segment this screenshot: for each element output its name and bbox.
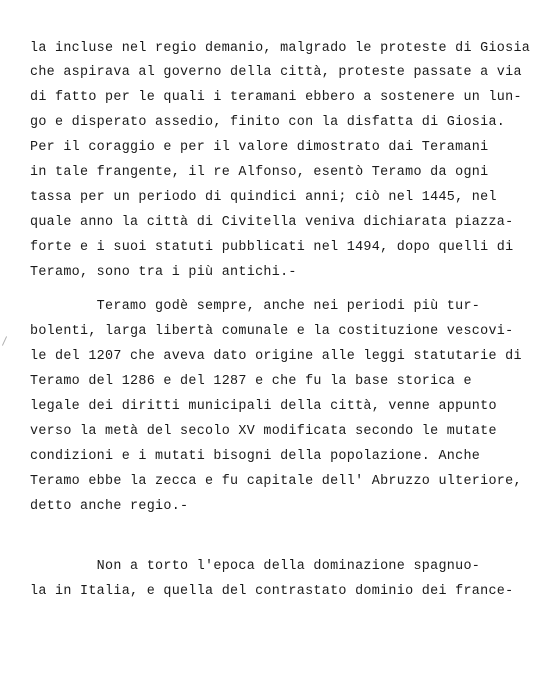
text-line: Teramo ebbe la zecca e fu capitale dell' Abruzzo ulteriore, [30,474,522,489]
text-line: go e disperato assedio, finito con la disfatta di Giosia. [30,115,506,130]
text-line: quale anno la città di Civitella veniva dichiarata piazza- [30,215,514,230]
text-line: tassa per un periodo di quindici anni; ciò nel 1445, nel [30,190,497,205]
text-line: le del 1207 che aveva dato origine alle leggi statutarie di [30,349,522,364]
text-line: che aspirava al governo della città, proteste passate a via [30,65,522,80]
text-line: di fatto per le quali i teramani ebbero a sostenere un lun- [30,90,522,105]
text-line: Non a torto l'epoca della dominazione spagnuo- [30,559,481,574]
text-line: detto anche regio.- [30,499,189,514]
margin-mark [2,336,7,345]
text-line: condizioni e i mutati bisogni della popolazione. Anche [30,449,481,464]
text-line: Teramo, sono tra i più antichi.- [30,265,297,280]
text-line: bolenti, larga libertà comunale e la costituzione vescovi- [30,324,514,339]
text-line: la incluse nel regio demanio, malgrado le proteste di Giosia [30,41,531,56]
text-line: in tale frangente, il re Alfonso, esentò Teramo da ogni [30,165,489,180]
text-line: Teramo del 1286 e del 1287 e che fu la base storica e [30,374,472,389]
text-line: Teramo godè sempre, anche nei periodi più tur- [30,299,481,314]
text-line: la in Italia, e quella del contrastato dominio dei france- [30,584,514,599]
text-line: forte e i suoi statuti pubblicati nel 1494, dopo quelli di [30,240,514,255]
text-line: verso la metà del secolo XV modificata secondo le mutate [30,424,497,439]
text-line: Per il coraggio e per il valore dimostrato dai Teramani [30,140,489,155]
text-line: legale dei diritti municipali della città, venne appunto [30,399,497,414]
